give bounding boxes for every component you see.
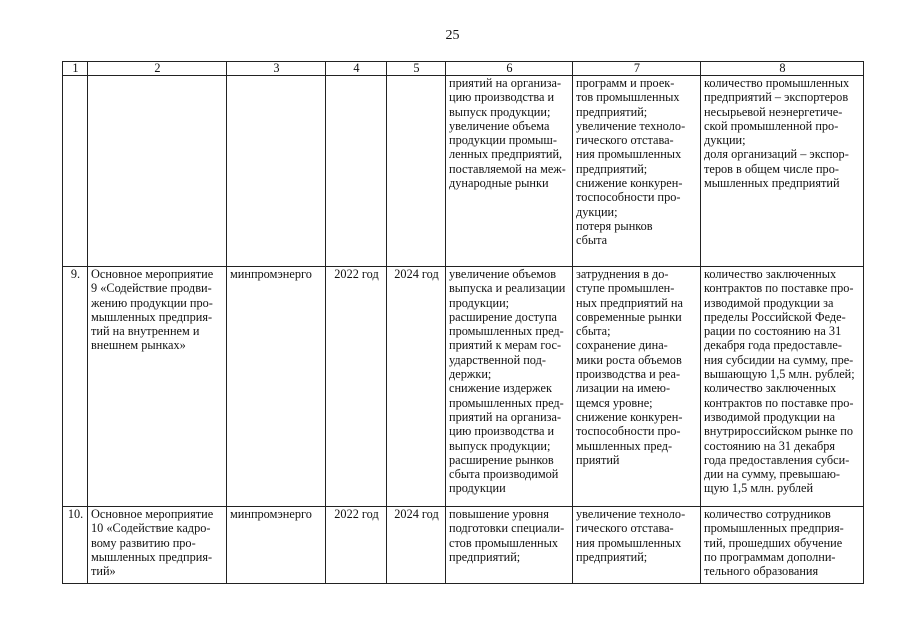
row-number-cell: 9. — [63, 267, 88, 507]
expected-results-line: снижение издержек — [449, 381, 552, 396]
risks-line: гического отстава- — [576, 521, 674, 536]
column-header: 5 — [387, 62, 446, 76]
indicators-line: внутрироссийском рынке по — [704, 424, 853, 439]
indicators-line: ния субсидии на сумму, пре- — [704, 352, 854, 367]
risks-line: щемся уровне; — [576, 395, 653, 410]
indicators-line: состоянию на 31 декабря — [704, 438, 836, 453]
risks-line: тов промышленных — [576, 90, 680, 105]
risks-line: приятий — [576, 452, 620, 467]
column-header: 4 — [326, 62, 387, 76]
program-activities-table — [62, 61, 864, 584]
activity-name-cell — [88, 507, 227, 584]
expected-results-line: стов промышленных — [449, 535, 559, 550]
risks-line: ния промышленных — [576, 535, 682, 550]
risks-line: потеря рынков — [576, 218, 653, 233]
indicators-line: тий, прошедших обучение — [704, 535, 843, 550]
expected-results-line: ударственной под- — [449, 352, 546, 367]
activity-name-cell — [88, 267, 227, 507]
indicators-line: предприятий – экспортеров — [704, 90, 849, 105]
risks-line: сохранение дина- — [576, 338, 668, 353]
expected-results-line: выпуска и реализации — [449, 281, 566, 296]
risks-line: дукции; — [576, 204, 618, 219]
column-header: 1 — [63, 62, 88, 76]
risks-cell — [573, 507, 701, 584]
expected-results-line: продукции промыш- — [449, 133, 557, 148]
indicators-line: декабря года предоставле- — [704, 338, 842, 353]
indicators-line: промышленных предприя- — [704, 521, 844, 536]
expected-results-line: продукции; — [449, 295, 510, 310]
activity-name-line: мышленных предприя- — [91, 309, 213, 324]
expected-results-line: подготовки специали- — [449, 521, 565, 536]
activity-name-line: жению продукции про- — [91, 295, 213, 310]
table-row-activity-9 — [63, 267, 864, 507]
risks-line: программ и проек- — [576, 76, 675, 90]
activity-name-line: вому развитию про- — [91, 535, 196, 550]
activity-name-line: тий» — [91, 564, 116, 579]
expected-results-line: повышение уровня — [449, 507, 549, 521]
risks-line: снижение конкурен- — [576, 409, 683, 424]
indicators-line: теров в общем числе про- — [704, 161, 839, 176]
indicators-line: по программам дополни- — [704, 549, 836, 564]
indicators-line: доля организаций – экспор- — [704, 147, 849, 162]
risks-line: тоспособности про- — [576, 190, 681, 205]
activity-name-line: внешнем рынках» — [91, 338, 186, 353]
column-number-row — [63, 62, 864, 76]
risks-line: сбыта; — [576, 324, 611, 339]
expected-results-line: увеличение объема — [449, 118, 550, 133]
risks-line: ступе промышлен- — [576, 281, 675, 296]
expected-results-line: приятий на организа- — [449, 76, 562, 90]
row-number-cell: 10. — [63, 507, 88, 584]
activity-name-cell — [88, 76, 227, 267]
row-number-cell — [63, 76, 88, 267]
risks-line: увеличение техноло- — [576, 118, 686, 133]
indicators-line: вышающую 1,5 млн. рублей; — [704, 367, 855, 382]
expected-results-line: дународные рынки — [449, 176, 549, 191]
risks-line: ных предприятий на — [576, 295, 683, 310]
expected-results-line: приятий на организа- — [449, 409, 562, 424]
executor-cell: минпромэнерго — [227, 267, 326, 507]
start-year-cell: 2022 год — [326, 507, 387, 584]
indicators-cell — [701, 507, 864, 584]
expected-results-line: промышленных пред- — [449, 324, 564, 339]
indicators-line: пределы Российской Феде- — [704, 309, 846, 324]
expected-results-cell — [446, 267, 573, 507]
indicators-line: изводимой продукции за — [704, 295, 834, 310]
expected-results-cell — [446, 507, 573, 584]
risks-cell — [573, 267, 701, 507]
expected-results-line: ленных предприятий, — [449, 147, 563, 162]
table-row-activity-10 — [63, 507, 864, 584]
activity-name-line: тий на внутреннем и — [91, 324, 200, 339]
risks-line: мики роста объемов — [576, 352, 682, 367]
expected-results-line: цию производства и — [449, 424, 555, 439]
end-year-cell: 2024 год — [387, 267, 446, 507]
risks-line: производства и реа- — [576, 367, 681, 382]
indicators-line: дукции; — [704, 133, 746, 148]
risks-line: затруднения в до- — [576, 267, 669, 281]
table-row-continued — [63, 76, 864, 267]
column-header: 2 — [88, 62, 227, 76]
risks-line: предприятий; — [576, 549, 648, 564]
activity-name-line: Основное мероприятие — [91, 507, 214, 521]
indicators-cell — [701, 267, 864, 507]
page-number: 25 — [445, 28, 460, 43]
expected-results-line: промышленных пред- — [449, 395, 564, 410]
expected-results-line: держки; — [449, 367, 492, 382]
expected-results-line: выпуск продукции; — [449, 104, 551, 119]
expected-results-line: цию производства и — [449, 90, 555, 105]
risks-line: ния промышленных — [576, 147, 682, 162]
activity-name-line: 9 «Содействие продви- — [91, 281, 212, 296]
risks-line: предприятий; — [576, 104, 648, 119]
expected-results-line: поставляемой на меж- — [449, 161, 566, 176]
risks-line: снижение конкурен- — [576, 176, 683, 191]
risks-line: тоспособности про- — [576, 424, 681, 439]
expected-results-line: сбыта производимой — [449, 467, 559, 482]
indicators-line: контрактов по поставке про- — [704, 395, 854, 410]
column-header: 8 — [701, 62, 864, 76]
indicators-line: контрактов по поставке про- — [704, 281, 854, 296]
risks-cell — [573, 76, 701, 267]
expected-results-line: выпуск продукции; — [449, 438, 551, 453]
activity-name-line: мышленных предприя- — [91, 549, 213, 564]
start-year-cell: 2022 год — [326, 267, 387, 507]
expected-results-line: приятий к мерам гос- — [449, 338, 562, 353]
indicators-line: ской промышленной про- — [704, 118, 839, 133]
expected-results-line: продукции — [449, 481, 506, 496]
risks-line: предприятий; — [576, 161, 648, 176]
expected-results-line: предприятий; — [449, 549, 521, 564]
indicators-line: изводимой продукции на — [704, 409, 836, 424]
indicators-line: дии на сумму, превышаю- — [704, 467, 840, 482]
indicators-line: количество промышленных — [704, 76, 850, 90]
executor-cell — [227, 76, 326, 267]
indicators-line: года предоставления субси- — [704, 452, 850, 467]
end-year-cell: 2024 год — [387, 507, 446, 584]
activity-name-line: Основное мероприятие — [91, 267, 214, 281]
column-header: 6 — [446, 62, 573, 76]
risks-line: современные рынки — [576, 309, 682, 324]
expected-results-line: увеличение объемов — [449, 267, 557, 281]
executor-cell: минпромэнерго — [227, 507, 326, 584]
risks-line: сбыта — [576, 233, 608, 248]
risks-line: увеличение техноло- — [576, 507, 686, 521]
start-year-cell — [326, 76, 387, 267]
expected-results-line: расширение доступа — [449, 309, 557, 324]
column-header: 7 — [573, 62, 701, 76]
end-year-cell — [387, 76, 446, 267]
indicators-line: рации по состоянию на 31 — [704, 324, 842, 339]
expected-results-line: расширение рынков — [449, 452, 554, 467]
column-header: 3 — [227, 62, 326, 76]
indicators-line: количество заключенных — [704, 267, 837, 281]
indicators-line: количество сотрудников — [704, 507, 831, 521]
indicators-line: щую 1,5 млн. рублей — [704, 481, 814, 496]
risks-line: мышленных пред- — [576, 438, 673, 453]
activity-name-line: 10 «Содействие кадро- — [91, 521, 211, 536]
risks-line: лизации на имею- — [576, 381, 671, 396]
indicators-line: мышленных предприятий — [704, 176, 840, 191]
indicators-cell — [701, 76, 864, 267]
risks-line: гического отстава- — [576, 133, 674, 148]
indicators-line: несырьевой неэнергетиче- — [704, 104, 843, 119]
indicators-line: количество заключенных — [704, 381, 837, 396]
expected-results-cell — [446, 76, 573, 267]
indicators-line: тельного образования — [704, 564, 819, 579]
